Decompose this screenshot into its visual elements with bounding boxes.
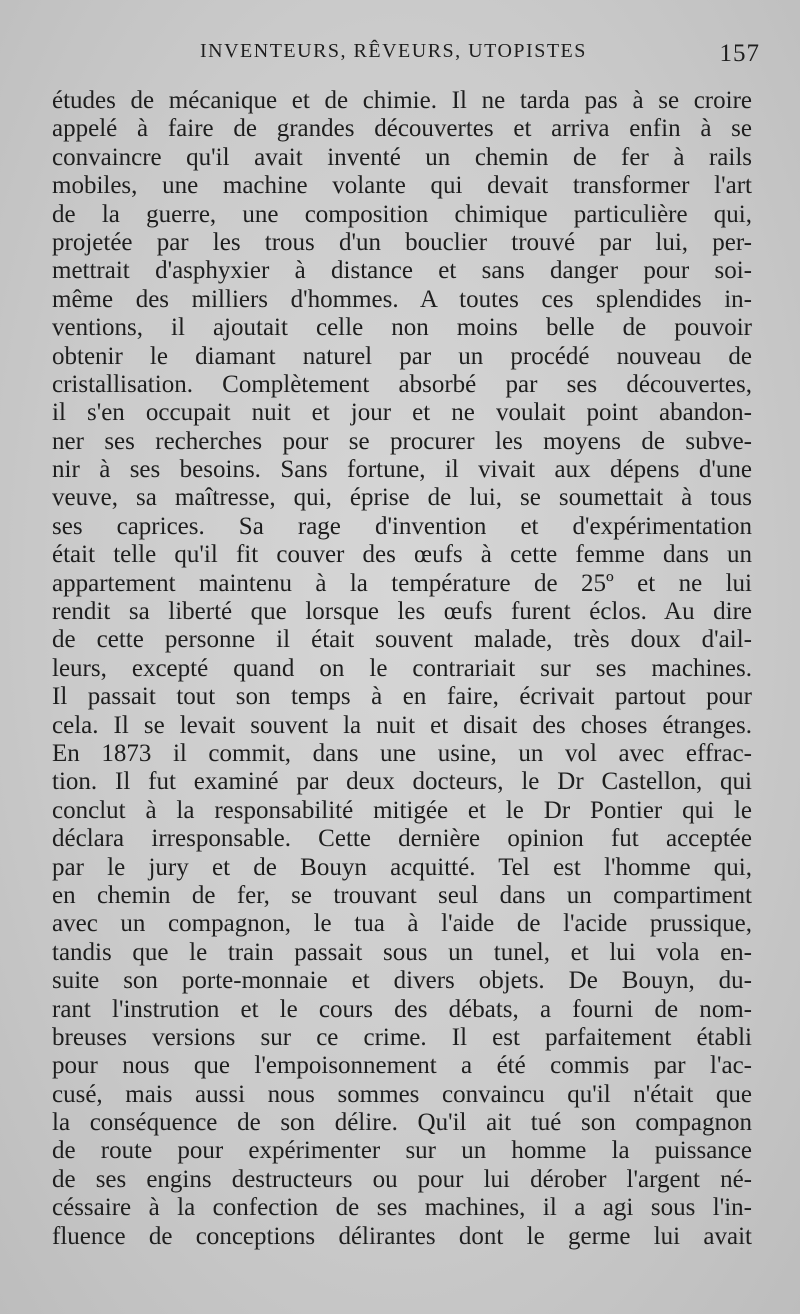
text-line: appelé à faire de grandes découvertes et arriva enfin à se <box>52 115 752 143</box>
text-line: déclara irresponsable. Cette dernière opinion fut acceptée <box>52 825 752 853</box>
text-line: rant l'instrution et le cours des débats, a fourni de nom- <box>52 995 752 1023</box>
text-line: veuve, sa maîtresse, qui, éprise de lui, se soumettait à tous <box>52 484 752 512</box>
text-line: projetée par les trous d'un bouclier trouvé par lui, per- <box>52 228 752 256</box>
text-line: suite son porte-monnaie et divers objets. De Bouyn, du- <box>52 967 752 995</box>
text-line: avec un compagnon, le tua à l'aide de l'acide prussique, <box>52 910 752 938</box>
text-line: de ses engins destructeurs ou pour lui dérober l'argent né- <box>52 1165 752 1193</box>
text-line: la conséquence de son délire. Qu'il ait tué son compagnon <box>52 1109 752 1137</box>
text-line: de la guerre, une composition chimique particulière qui, <box>52 200 752 228</box>
text-line: de route pour expérimenter sur un homme la puissance <box>52 1137 752 1165</box>
text-line: mobiles, une machine volante qui devait transformer l'art <box>52 172 752 200</box>
text-line: breuses versions sur ce crime. Il est parfaitement établi <box>52 1023 752 1051</box>
text-line: ner ses recherches pour se procurer les moyens de subve- <box>52 427 752 455</box>
text-line: même des milliers d'hommes. A toutes ces splendides in- <box>52 285 752 313</box>
page-number: 157 <box>719 40 760 67</box>
text-line: était telle qu'il fit couver des œufs à cette femme dans un <box>52 541 752 569</box>
text-line: cristallisation. Complètement absorbé par ses découvertes, <box>52 370 752 398</box>
text-line: conclut à la responsabilité mitigée et le Dr Pontier qui le <box>52 796 752 824</box>
text-line: il s'en occupait nuit et jour et ne voulait point abandon- <box>52 399 752 427</box>
text-line: études de mécanique et de chimie. Il ne tarda pas à se croire <box>52 87 752 114</box>
text-line: En 1873 il commit, dans une usine, un vol avec effrac- <box>52 739 752 767</box>
page-header <box>50 40 760 80</box>
text-line: fluence de conceptions délirantes dont le germe lui avait <box>52 1222 752 1250</box>
text-line: cusé, mais aussi nous sommes convaincu qu'il n'était que <box>52 1080 752 1108</box>
text-line: cela. Il se levait souvent la nuit et disait des choses étranges. <box>52 711 752 739</box>
text-line: nir à ses besoins. Sans fortune, il vivait aux dépens d'une <box>52 456 752 484</box>
text-line: en chemin de fer, se trouvant seul dans un compartiment <box>52 881 752 909</box>
text-line: convaincre qu'il avait inventé un chemin de fer à rails <box>52 143 752 171</box>
text-line: ventions, il ajoutait celle non moins belle de pouvoir <box>52 314 752 342</box>
text-line: Il passait tout son temps à en faire, écrivait partout pour <box>52 683 752 711</box>
running-title: INVENTEURS, RÊVEURS, UTOPISTES <box>200 40 587 62</box>
text-line: par le jury et de Bouyn acquitté. Tel est l'homme qui, <box>52 853 752 881</box>
text-line: mettrait d'asphyxier à distance et sans danger pour soi- <box>52 257 752 285</box>
text-line: rendit sa liberté que lorsque les œufs furent éclos. Au dire <box>52 598 752 626</box>
text-line: appartement maintenu à la température de 25º et ne lui <box>52 569 752 597</box>
text-line: obtenir le diamant naturel par un procédé nouveau de <box>52 342 752 370</box>
text-line: tion. Il fut examiné par deux docteurs, le Dr Castellon, qui <box>52 768 752 796</box>
text-line: tandis que le train passait sous un tunel, et lui vola en- <box>52 938 752 966</box>
text-line: de cette personne il était souvent malade, très doux d'ail- <box>52 626 752 654</box>
text-line: ses caprices. Sa rage d'invention et d'expérimentation <box>52 512 752 540</box>
text-line: céssaire à la confection de ses machines, il a agi sous l'in- <box>52 1194 752 1222</box>
text-line: pour nous que l'empoisonnement a été commis par l'ac- <box>52 1052 752 1080</box>
text-line: leurs, excepté quand on le contrariait sur ses machines. <box>52 654 752 682</box>
body-text <box>52 87 752 1251</box>
